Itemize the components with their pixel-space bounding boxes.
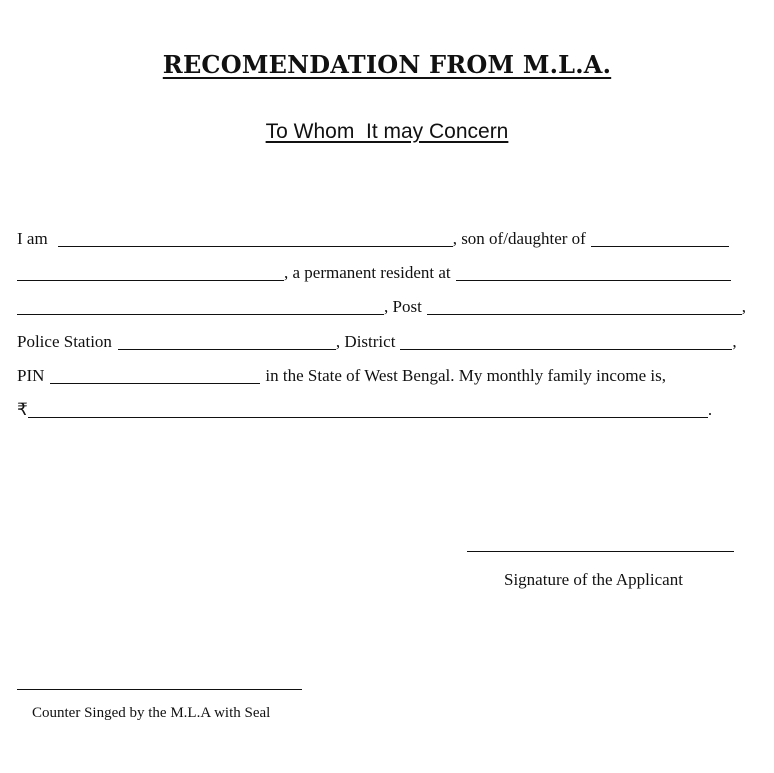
post-office-field[interactable]: [427, 298, 742, 315]
income-field[interactable]: [28, 401, 708, 418]
applicant-signature-line[interactable]: [467, 551, 734, 552]
document-title: RECOMENDATION FROM M.L.A.: [162, 50, 612, 79]
i-am-label: I am: [17, 229, 48, 248]
district-field[interactable]: [400, 333, 732, 350]
district-comma: ,: [732, 332, 737, 351]
police-station-label: Police Station: [17, 332, 112, 351]
form-line-4: [17, 331, 737, 353]
pin-field[interactable]: [50, 367, 260, 384]
address-field[interactable]: [456, 264, 731, 281]
form-line-3: [17, 296, 746, 318]
form-line-5: [17, 365, 666, 387]
son-daughter-of-label: , son of/daughter of: [452, 229, 586, 248]
police-station-field[interactable]: [118, 333, 336, 350]
district-label: , District: [335, 332, 396, 351]
state-income-text: in the State of West Bengal. My monthly family income is,: [265, 366, 667, 385]
mla-signature-label: Counter Singed by the M.L.A with Seal: [32, 705, 271, 721]
form-line-1: [17, 228, 729, 250]
salutation: To Whom It may Concern: [265, 120, 509, 143]
parent-name-continued-field[interactable]: [17, 264, 284, 281]
applicant-signature-label: Signature of the Applicant: [504, 570, 683, 589]
form-line-2: [17, 262, 731, 284]
form-line-6: [17, 399, 712, 421]
permanent-resident-label: , a permanent resident at: [284, 263, 451, 282]
income-period: .: [707, 400, 713, 419]
post-label: , Post: [384, 297, 422, 316]
rupee-icon: ₹: [17, 400, 28, 419]
applicant-name-field[interactable]: [58, 230, 453, 247]
pin-label: PIN: [17, 366, 45, 385]
parent-name-field[interactable]: [591, 230, 729, 247]
mla-signature-line[interactable]: [17, 689, 302, 690]
address-continued-field[interactable]: [17, 298, 384, 315]
post-comma: ,: [741, 297, 747, 316]
